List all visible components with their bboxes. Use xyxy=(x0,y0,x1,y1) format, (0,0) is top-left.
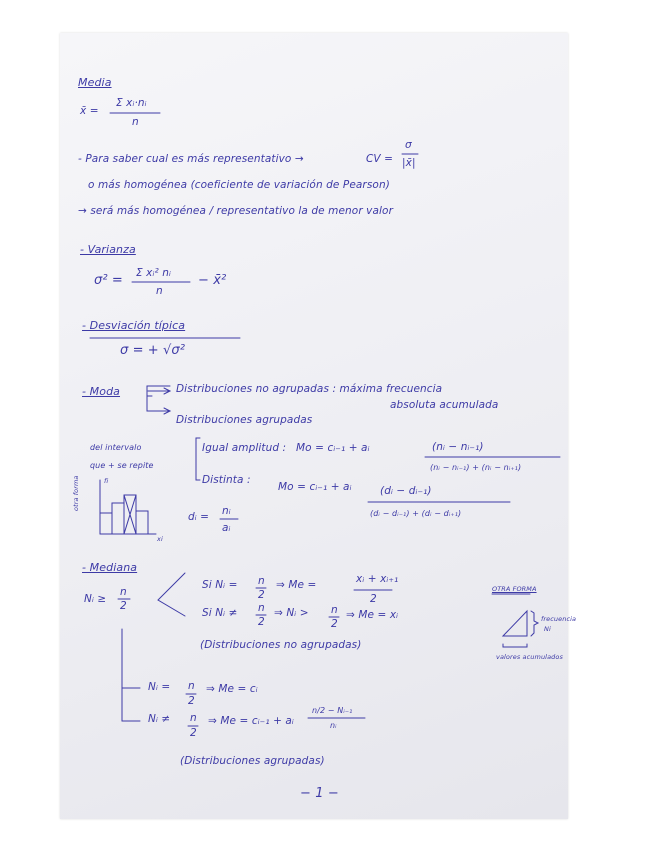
mediana-case-2-frac-2-b: 2 xyxy=(331,618,338,630)
distinta-denominator: (dᵢ − dᵢ₋₁) + (dᵢ − dᵢ₊₁) xyxy=(370,509,462,518)
mediana-grouped-2-left: Nᵢ ≠ xyxy=(148,713,171,725)
varianza-title: - Varianza xyxy=(80,243,136,256)
mediana-case-1-frac-2: 2 xyxy=(258,589,265,601)
desviacion-formula: σ = + √σ² xyxy=(120,343,186,358)
otra-forma-vertical: otra forma xyxy=(72,475,80,511)
mediana-title: - Mediana xyxy=(82,561,138,574)
mediana-case-2-frac-2: 2 xyxy=(258,616,265,628)
mediana-case-1-then: ⇒ Me = xyxy=(276,579,317,591)
cv-denominator: |x̄| xyxy=(402,157,416,169)
mediana-case-1-si: Si Nᵢ = xyxy=(202,579,238,591)
handwritten-strokes xyxy=(60,33,568,819)
mediana-grouped-1-then: ⇒ Me = cᵢ xyxy=(206,683,258,695)
varianza-denominator: n xyxy=(156,285,163,297)
media-numerator: Σ xᵢ·nᵢ xyxy=(116,97,147,109)
mediana-g1-frac-2: 2 xyxy=(188,695,195,707)
page-number: − 1 − xyxy=(300,786,339,801)
mediana-g2-frac-n: n xyxy=(190,712,197,724)
moda-branch-1: Distribuciones no agrupadas : máxima frecuencia xyxy=(176,383,443,395)
mediana-cond-frac-2: 2 xyxy=(120,600,127,612)
d-i-left: dᵢ = xyxy=(188,511,210,523)
cv-line-3: → será más homogénea / representativo la de menor valor xyxy=(78,205,393,217)
valores-acumulados-label: valores acumulados xyxy=(496,653,563,661)
mediana-grouped-2-then: ⇒ Me = cᵢ₋₁ + aᵢ xyxy=(208,715,294,727)
moda-branch-2: Distribuciones agrupadas xyxy=(176,414,313,426)
d-i-numerator: nᵢ xyxy=(222,505,231,517)
otra-forma-title: OTRA FORMA xyxy=(492,585,537,593)
mediana-cond-frac-n: n xyxy=(120,586,127,598)
cv-line-1: - Para saber cual es más representativo → xyxy=(78,153,304,165)
igual-amplitud-formula: Mo = cᵢ₋₁ + aᵢ xyxy=(296,442,370,454)
moda-title: - Moda xyxy=(82,385,121,398)
media-formula-left: x̄ = xyxy=(80,105,99,117)
mediana-g2-frac-2: 2 xyxy=(190,727,197,739)
mediana-grouped-2-denominator: nᵢ xyxy=(330,721,337,730)
mediana-grouped-2-numerator: n/2 − Nᵢ₋₁ xyxy=(312,706,353,715)
igual-amplitud-label: Igual amplitud : xyxy=(202,442,287,454)
mediana-case-1-frac-n: n xyxy=(258,575,265,587)
ni-label: Ni xyxy=(544,625,551,633)
mediana-case-2-then: ⇒ Me = xᵢ xyxy=(346,609,399,621)
mediana-condition-left: Nᵢ ≥ xyxy=(84,593,107,605)
mediana-g1-frac-n: n xyxy=(188,680,195,692)
cv-line-2: o más homogénea (coeficiente de variación de Pearson) xyxy=(88,179,390,191)
mediana-agrupadas: (Distribuciones agrupadas) xyxy=(180,755,325,767)
igual-amplitud-denominator: (nᵢ − nᵢ₋₁) + (nᵢ − nᵢ₊₁) xyxy=(430,463,522,472)
cv-label: CV = xyxy=(366,153,394,165)
media-title: Media xyxy=(78,76,112,89)
mediana-case-2-frac-n: n xyxy=(258,602,265,614)
distinta-formula: Mo = cᵢ₋₁ + aᵢ xyxy=(278,481,352,493)
moda-side-1: del intervalo xyxy=(90,443,142,452)
mediana-case-2-mid: ⇒ Nᵢ > xyxy=(274,607,309,619)
notebook-page xyxy=(60,33,577,819)
mediana-case-1-denominator: 2 xyxy=(370,593,377,605)
mediana-case-1-numerator: xᵢ + xᵢ₊₁ xyxy=(356,573,399,585)
distinta-numerator: (dᵢ − dᵢ₋₁) xyxy=(380,485,432,497)
frecuencia-label: frecuencia xyxy=(541,615,577,623)
mediana-no-agrupadas: (Distribuciones no agrupadas) xyxy=(200,639,362,651)
igual-amplitud-numerator: (nᵢ − nᵢ₋₁) xyxy=(432,441,484,453)
mediana-grouped-1-left: Nᵢ = xyxy=(148,681,171,693)
moda-branch-1b: absoluta acumulada xyxy=(390,399,499,411)
distinta-label: Distinta : xyxy=(202,474,251,486)
varianza-numerator: Σ xᵢ² nᵢ xyxy=(136,267,171,279)
desviacion-title: - Desviación típica xyxy=(82,319,186,332)
d-i-denominator: aᵢ xyxy=(222,522,231,534)
varianza-left: σ² = xyxy=(94,273,123,288)
cv-numerator: σ xyxy=(405,139,412,151)
histogram-y-label: fi xyxy=(104,477,109,485)
moda-side-2: que + se repite xyxy=(90,461,154,470)
histogram-x-label: xi xyxy=(157,535,163,543)
mediana-case-2-frac-n-b: n xyxy=(331,604,338,616)
varianza-right: − x̄² xyxy=(198,273,227,288)
media-denominator: n xyxy=(132,116,139,128)
mediana-case-2-si: Si Nᵢ ≠ xyxy=(202,607,238,619)
